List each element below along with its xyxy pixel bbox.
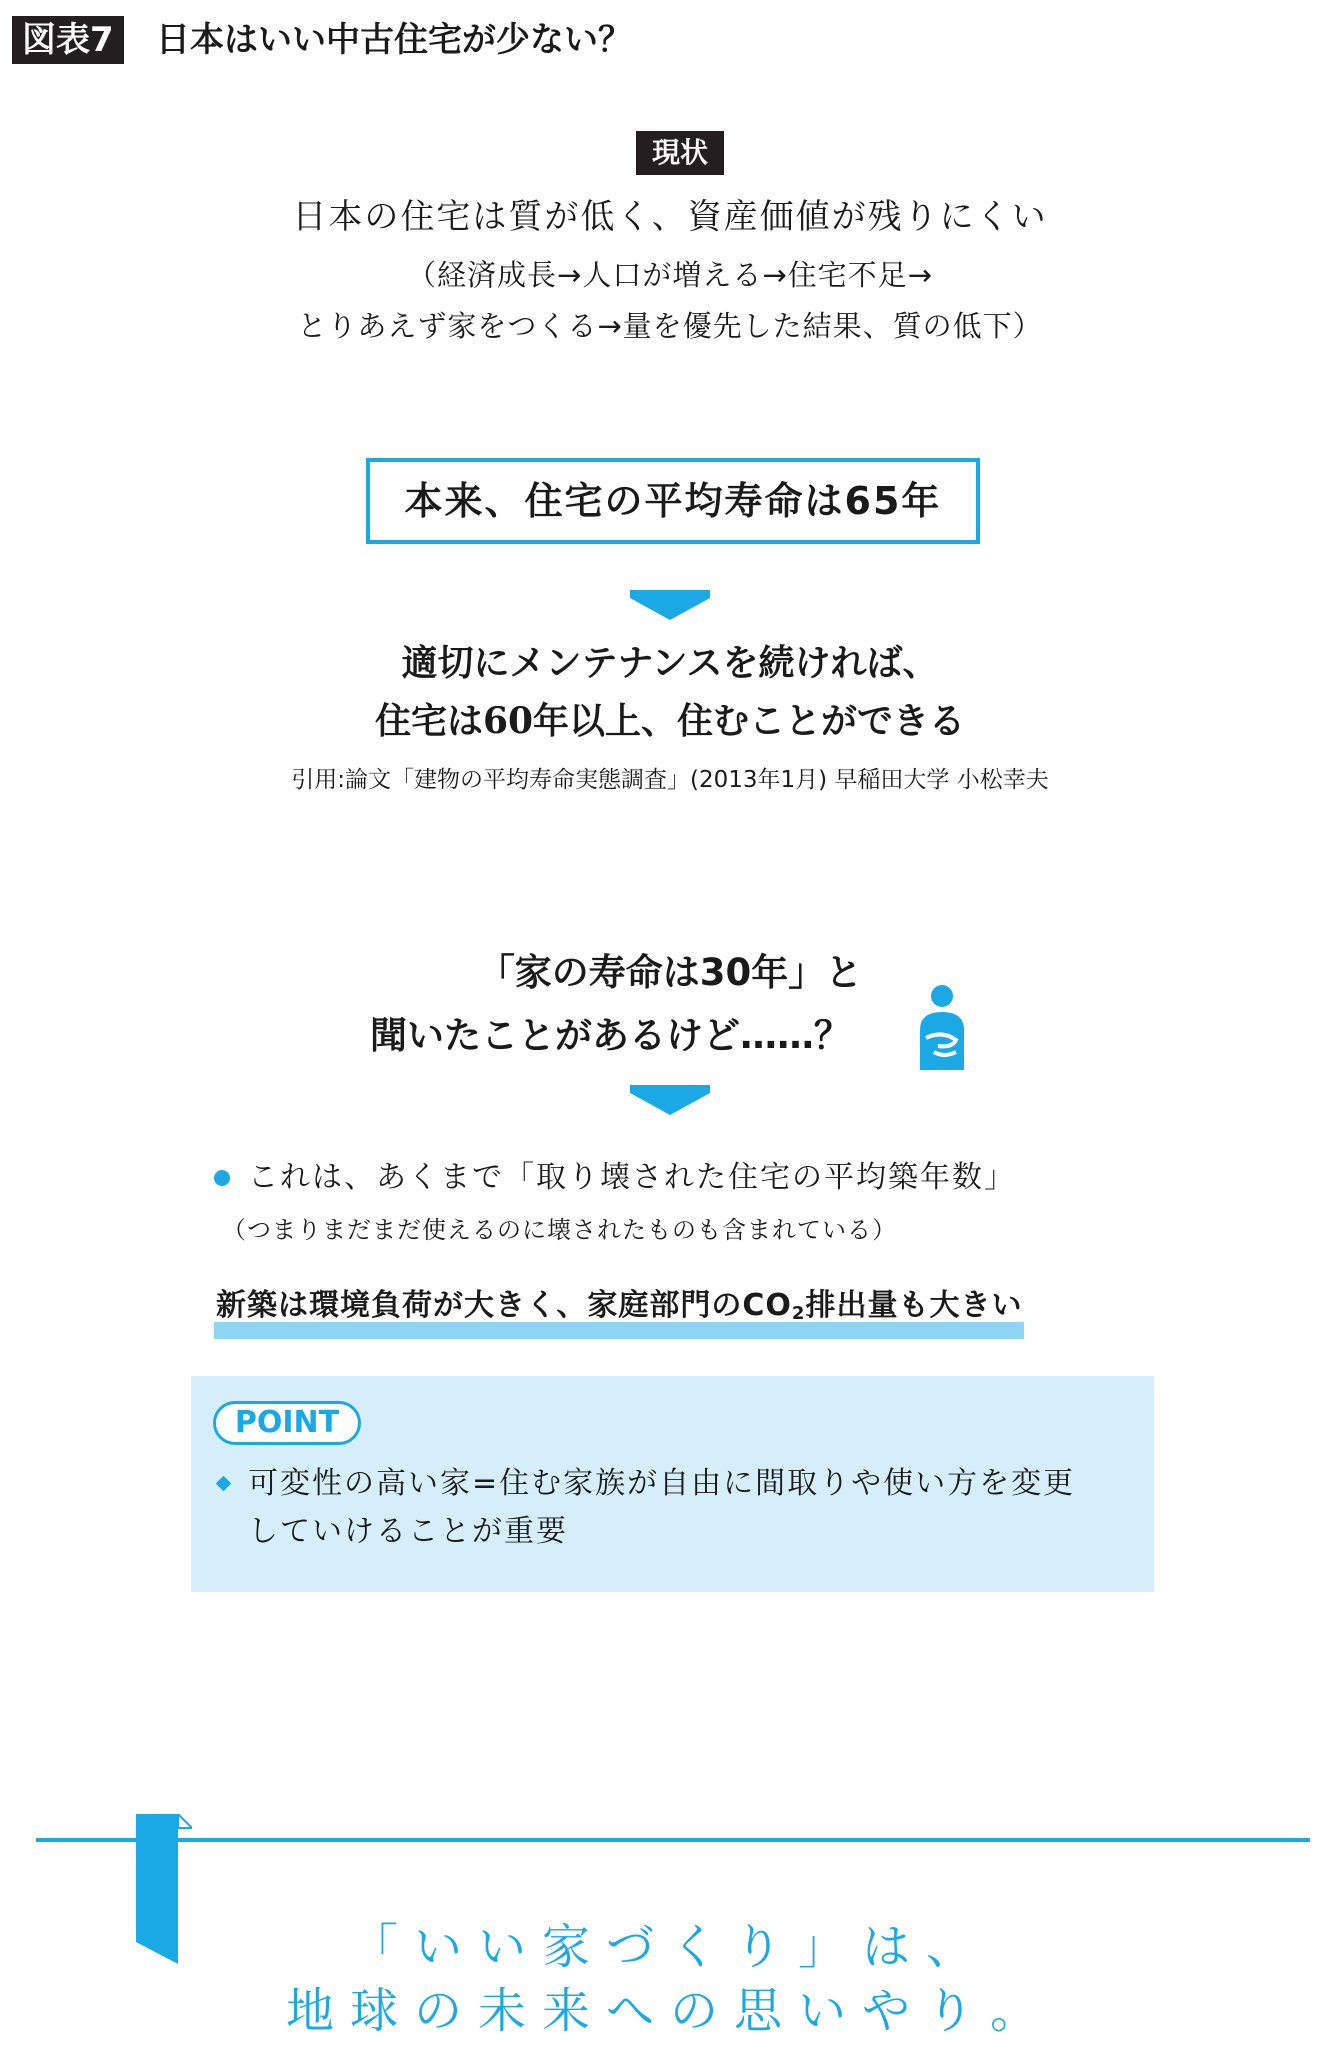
bullet-dot-icon (214, 1170, 230, 1186)
maintenance-line2: 住宅は60年以上、住むことができる (374, 700, 966, 742)
point-text-line2: していけることが重要 (248, 1514, 568, 1549)
co2-subscript: 2 (791, 1303, 806, 1324)
explanation-bullet-sub: （つまりまだまだ使えるのに壊されたものも含まれている） (222, 1216, 897, 1244)
new-build-highlight (214, 1283, 1024, 1339)
figure-title: 日本はいい中古住宅が少ない？ (156, 20, 632, 60)
maintenance-line1: 適切にメンテナンスを続ければ、 (401, 642, 939, 684)
thinking-person-icon (912, 982, 972, 1072)
question-line1: 「家の寿命は30年」と (477, 951, 863, 994)
question-line2: 聞いたことがあるけど……？ (370, 1014, 851, 1057)
status-badge: 現状 (636, 131, 724, 175)
slogan-line1: 「いい家づくり」は、 (349, 1919, 990, 1975)
point-text (248, 1460, 1128, 1556)
point-label: POINT (213, 1401, 361, 1445)
figure-label: 図表7 (12, 16, 124, 64)
new-build-text: 新築は環境負荷が大きく、家庭部門のCO (216, 1288, 792, 1323)
status-detail-line1: （経済成長→人口が増える→住宅不足→ (407, 258, 933, 292)
divider-rule (36, 1838, 1310, 1842)
down-arrow-icon (630, 1085, 710, 1115)
point-text-line1: 可変性の高い家=住む家族が自由に間取りや使い方を変更 (248, 1466, 1076, 1501)
status-main-text: 日本の住宅は質が低く、資産価値が残りにくい (292, 197, 1048, 237)
explanation-bullet: これは、あくまで「取り壊された住宅の平均築年数」 (248, 1160, 1016, 1195)
status-detail-line2: とりあえず家をつくる→量を優先した結果、質の低下） (297, 309, 1043, 343)
lifespan-box: 本来、住宅の平均寿命は65年 (366, 458, 980, 544)
slogan-line2: 地球の未来への思いやり。 (285, 1983, 1054, 2039)
down-arrow-icon (630, 590, 710, 620)
citation: 引用:論文「建物の平均寿命実態調査」(2013年1月) 早稲田大学 小松幸夫 (291, 767, 1049, 793)
new-build-text-end: 排出量も大きい (805, 1288, 1023, 1323)
